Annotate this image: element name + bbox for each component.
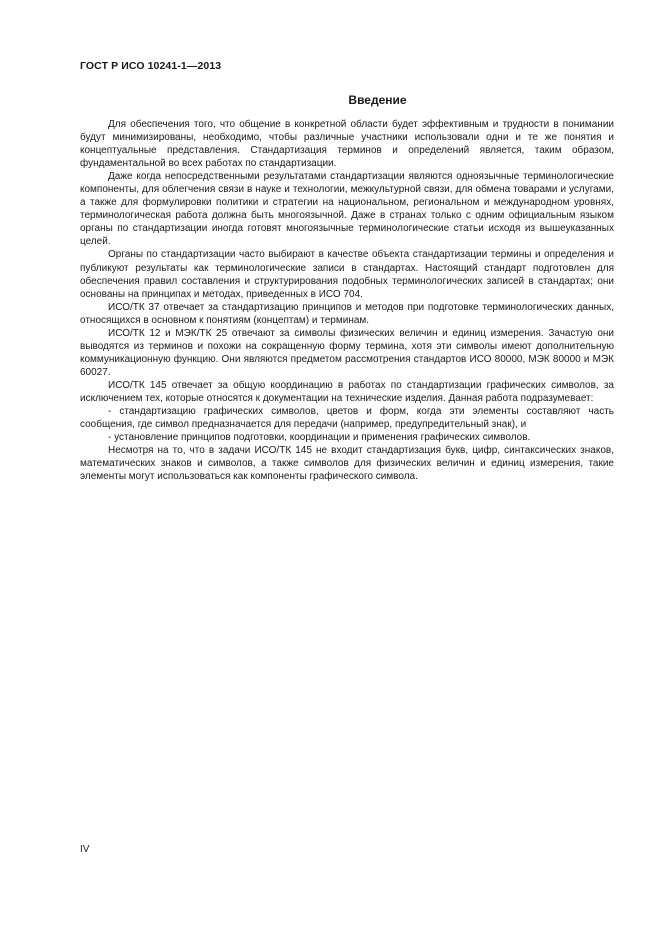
paragraph: Органы по стандартизации часто выбирают в качестве объекта стандартизации термины и определения и публикуют результаты как терминологические записи в стандартах. Настоящий стандарт подготовлен для обеспечения правил составления и структурирования подобных терминологических записей в стандартах; они основаны на принципах и методах, приведенных в ИСО 704. — [80, 249, 614, 300]
body-text — [80, 118, 614, 483]
paragraph: Даже когда непосредственными результатами стандартизации являются одноязычные терминологические компоненты, для облегчения связи в науке и технологии, межкультурной связи, для обмена товарами и услугами, а также для формулировки политики и стратегии на национальном, региональном и международном уровнях, терминологическая работа должна быть многоязычной. Даже в странах только с одним официальным языком органы по стандартизации иногда готовят многоязычные терминологические статьи исходя из вышеуказанных целей. — [80, 171, 614, 248]
paragraph: ИСО/ТК 37 отвечает за стандартизацию принципов и методов при подготовке терминологических данных, относящихся в основном к понятиям (концептам) и терминам. — [80, 301, 614, 326]
paragraph: ИСО/ТК 12 и МЭК/ТК 25 отвечают за символы физических величин и единиц измерения. Зачастую они выводятся из терминов и похожи на сокращенную форму термина, хотя эти символы имеют дополнительную коммуникационную функцию. Они являются предметом рассмотрения стандартов ИСО 80000, МЭК 80000 и МЭК 60027. — [80, 327, 614, 378]
paragraph: Несмотря на то, что в задачи ИСО/ТК 145 не входит стандартизация букв, цифр, синтаксических знаков, математических знаков и символов, а также символов для физических величин и единиц измерения, такие элементы могут использоваться как компоненты графического символа. — [80, 445, 614, 483]
page-number: IV — [80, 844, 90, 855]
section-title: Введение — [348, 93, 407, 107]
list-item: - стандартизацию графических символов, цветов и форм, когда эти элементы составляют часть сообщения, где символ предназначается для передачи (например, предупредительный знак), и — [80, 406, 614, 431]
document-header: ГОСТ Р ИСО 10241-1—2013 — [80, 60, 222, 72]
list-item: - установление принципов подготовки, координации и применения графических символов. — [108, 432, 531, 444]
paragraph: ИСО/ТК 145 отвечает за общую координацию в работах по стандартизации графических символов, за исключением тех, которые относятся к документации на технические изделия. Данная работа подразумевает: — [80, 379, 614, 404]
paragraph: Для обеспечения того, что общение в конкретной области будет эффективным и трудности в понимании будут минимизированы, необходимо, чтобы различные участники использовали одни и те же понятия и концептуальные представления. Стандартизация терминов и определений является, таким образом, фундаментальной во всех работах по стандартизации. — [80, 119, 614, 170]
